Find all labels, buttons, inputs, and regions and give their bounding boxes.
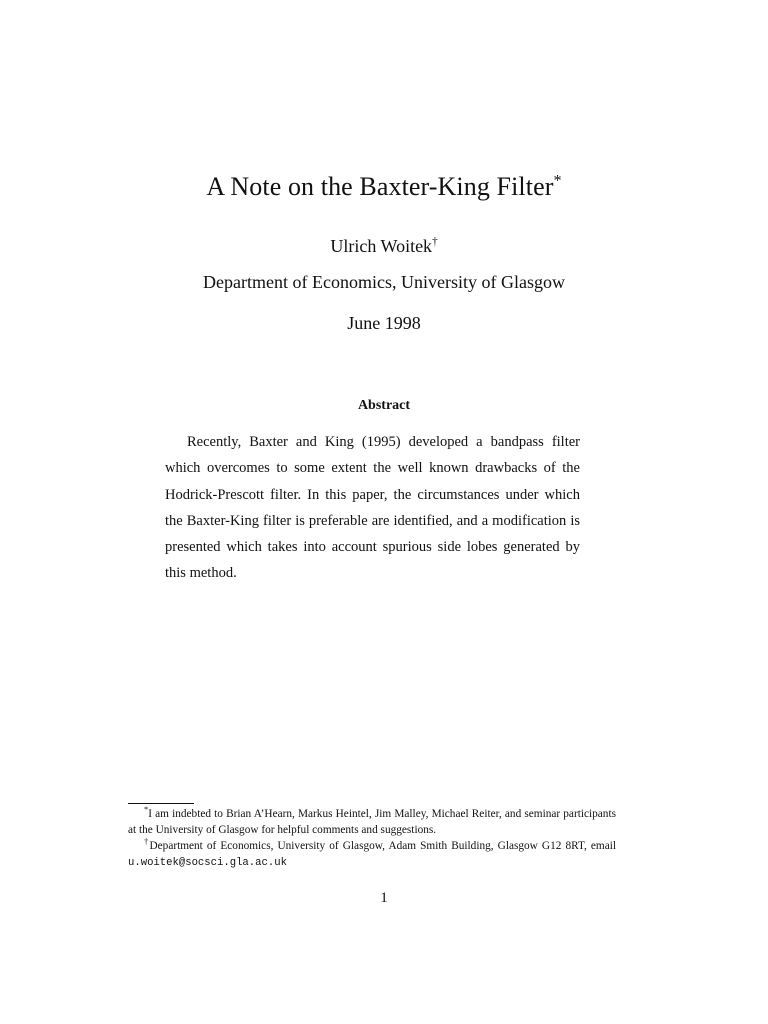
footnote-1-mark: * (144, 804, 149, 815)
author-name: Ulrich Woitek (330, 236, 433, 256)
author-footnote-mark: † (432, 236, 438, 248)
author-email: u.woitek@socsci.gla.ac.uk (128, 857, 287, 869)
footnote-2-text: Department of Economics, University of Glasgow, Adam Smith Building, Glasgow G12 8RT, email (149, 840, 617, 852)
footnote-1-text: I am indebted to Brian A’Hearn, Markus Heintel, Jim Malley, Michael Reiter, and seminar participants at the University of Glasgow for helpful comments and suggestions. (128, 808, 616, 836)
paper-title-text: A Note on the Baxter-King Filter (206, 172, 554, 201)
page-number: 1 (380, 890, 388, 906)
abstract-text: Recently, Baxter and King (1995) developed a bandpass filter which overcomes to some extent the well known drawbacks of the Hodrick-Prescott filter. In this paper, the circumstances under which the Baxter-King filter is preferable are identified, and a modification is presented which takes into account spurious side lobes generated by this method. (165, 434, 580, 582)
author-affiliation: Department of Economics, University of Glasgow (203, 272, 565, 292)
footnote-address (128, 838, 616, 871)
paper-date: June 1998 (347, 313, 421, 333)
paper-title (0, 170, 768, 204)
footnote-2-mark: † (144, 836, 150, 847)
title-footnote-mark: * (553, 172, 562, 190)
paper-author (0, 234, 768, 258)
footnotes (128, 806, 616, 871)
abstract-heading: Abstract (357, 398, 411, 413)
footnote-rule (128, 803, 194, 804)
footnote-acknowledgements (128, 806, 616, 838)
